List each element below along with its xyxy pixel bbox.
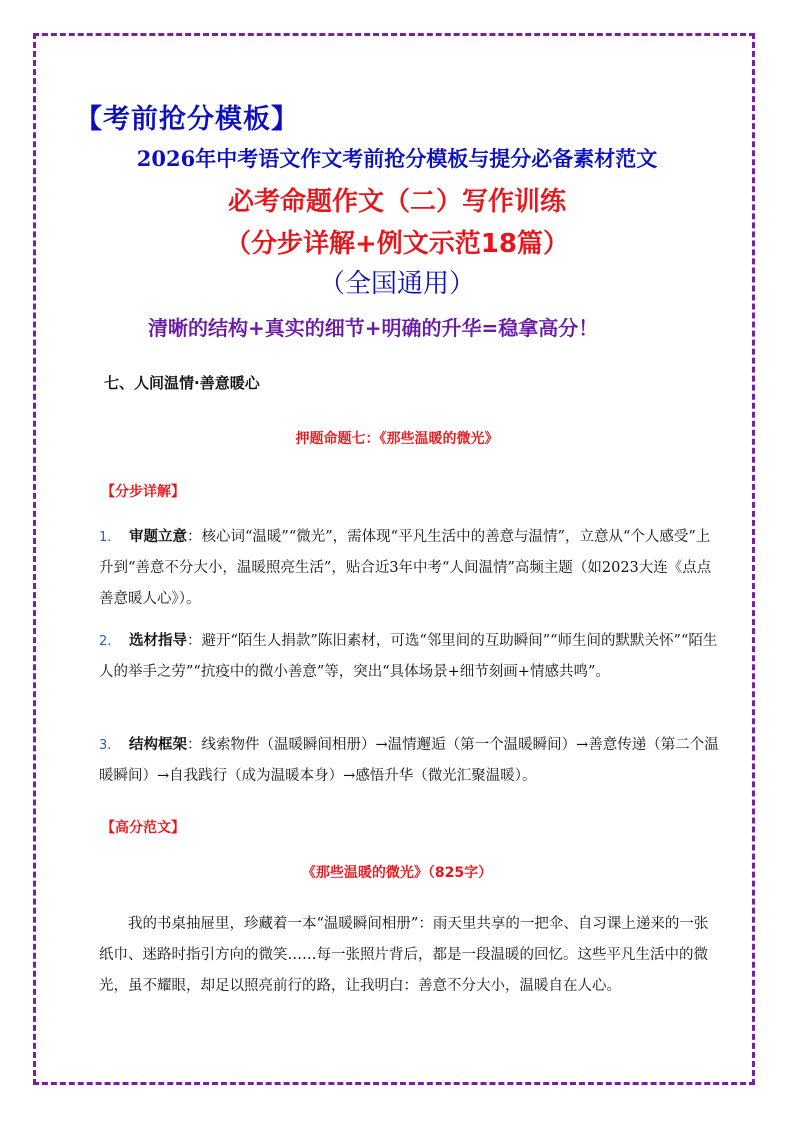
step-lead: 审题立意	[129, 529, 187, 545]
step-text: ：避开“陌生人捐款”陈旧素材，可选“邻里间的互助瞬间”“师生间的默默关怀”“陌生人的举手之劳”“抗疫中的微小善意”等，突出“具体场景+细节刻画+情感共鸣”。	[99, 633, 718, 680]
essay-title: 《那些温暖的微光》（825字）	[301, 865, 493, 881]
step-item	[99, 730, 721, 792]
essay-paragraph: 我的书桌抽屉里，珍藏着一本“温暖瞬间相册”：雨天里共享的一把伞、自习课上递来的一张纸巾、迷路时指引方向的微笑……每一张照片背后，都是一段温暖的回忆。这些平凡生活中的微光，虽不耀眼，却足以照亮前行的路，让我明白：善意不分大小，温暖自在人心。	[99, 916, 709, 994]
step-item	[99, 626, 721, 688]
step-number: 2.	[99, 634, 112, 649]
nationwide-note: （全国通用）	[318, 269, 475, 299]
template-tag: 【考前抢分模板】	[75, 104, 299, 135]
topic-title: 押题命题七：《那些温暖的微光》	[295, 431, 499, 447]
step-item	[99, 522, 721, 615]
document-subtitle: 2026年中考语文作文考前抢分模板与提分必备素材范文	[136, 146, 658, 171]
slogan: 清晰的结构+真实的细节+明确的升华=稳拿高分！	[148, 316, 599, 340]
steps-label: 【分步详解】	[101, 484, 185, 500]
step-number: 1.	[99, 530, 112, 545]
step-number: 3.	[99, 738, 112, 753]
section-heading: 七、人间温情·善意暖心	[104, 374, 260, 392]
document-title-line2: （分步详解+例文示范18篇）	[225, 229, 569, 259]
step-lead: 选材指导	[129, 633, 187, 649]
step-text: ：线索物件（温暖瞬间相册）→温情邂逅（第一个温暖瞬间）→善意传递（第二个温暖瞬间）→自我践行（成为温暖本身）→感悟升华（微光汇聚温暖）。	[99, 737, 719, 784]
essay-label: 【高分范文】	[101, 820, 185, 836]
step-lead: 结构框架	[129, 737, 187, 753]
step-text: ：核心词“温暖”“微光”，需体现“平凡生活中的善意与温情”，立意从“个人感受”上升到“善意不分大小，温暖照亮生活”，贴合近3年中考“人间温情”高频主题（如2023大连《点点善意暖人心》）。	[99, 529, 712, 607]
document-title-line1: 必考命题作文（二）写作训练	[227, 187, 566, 217]
